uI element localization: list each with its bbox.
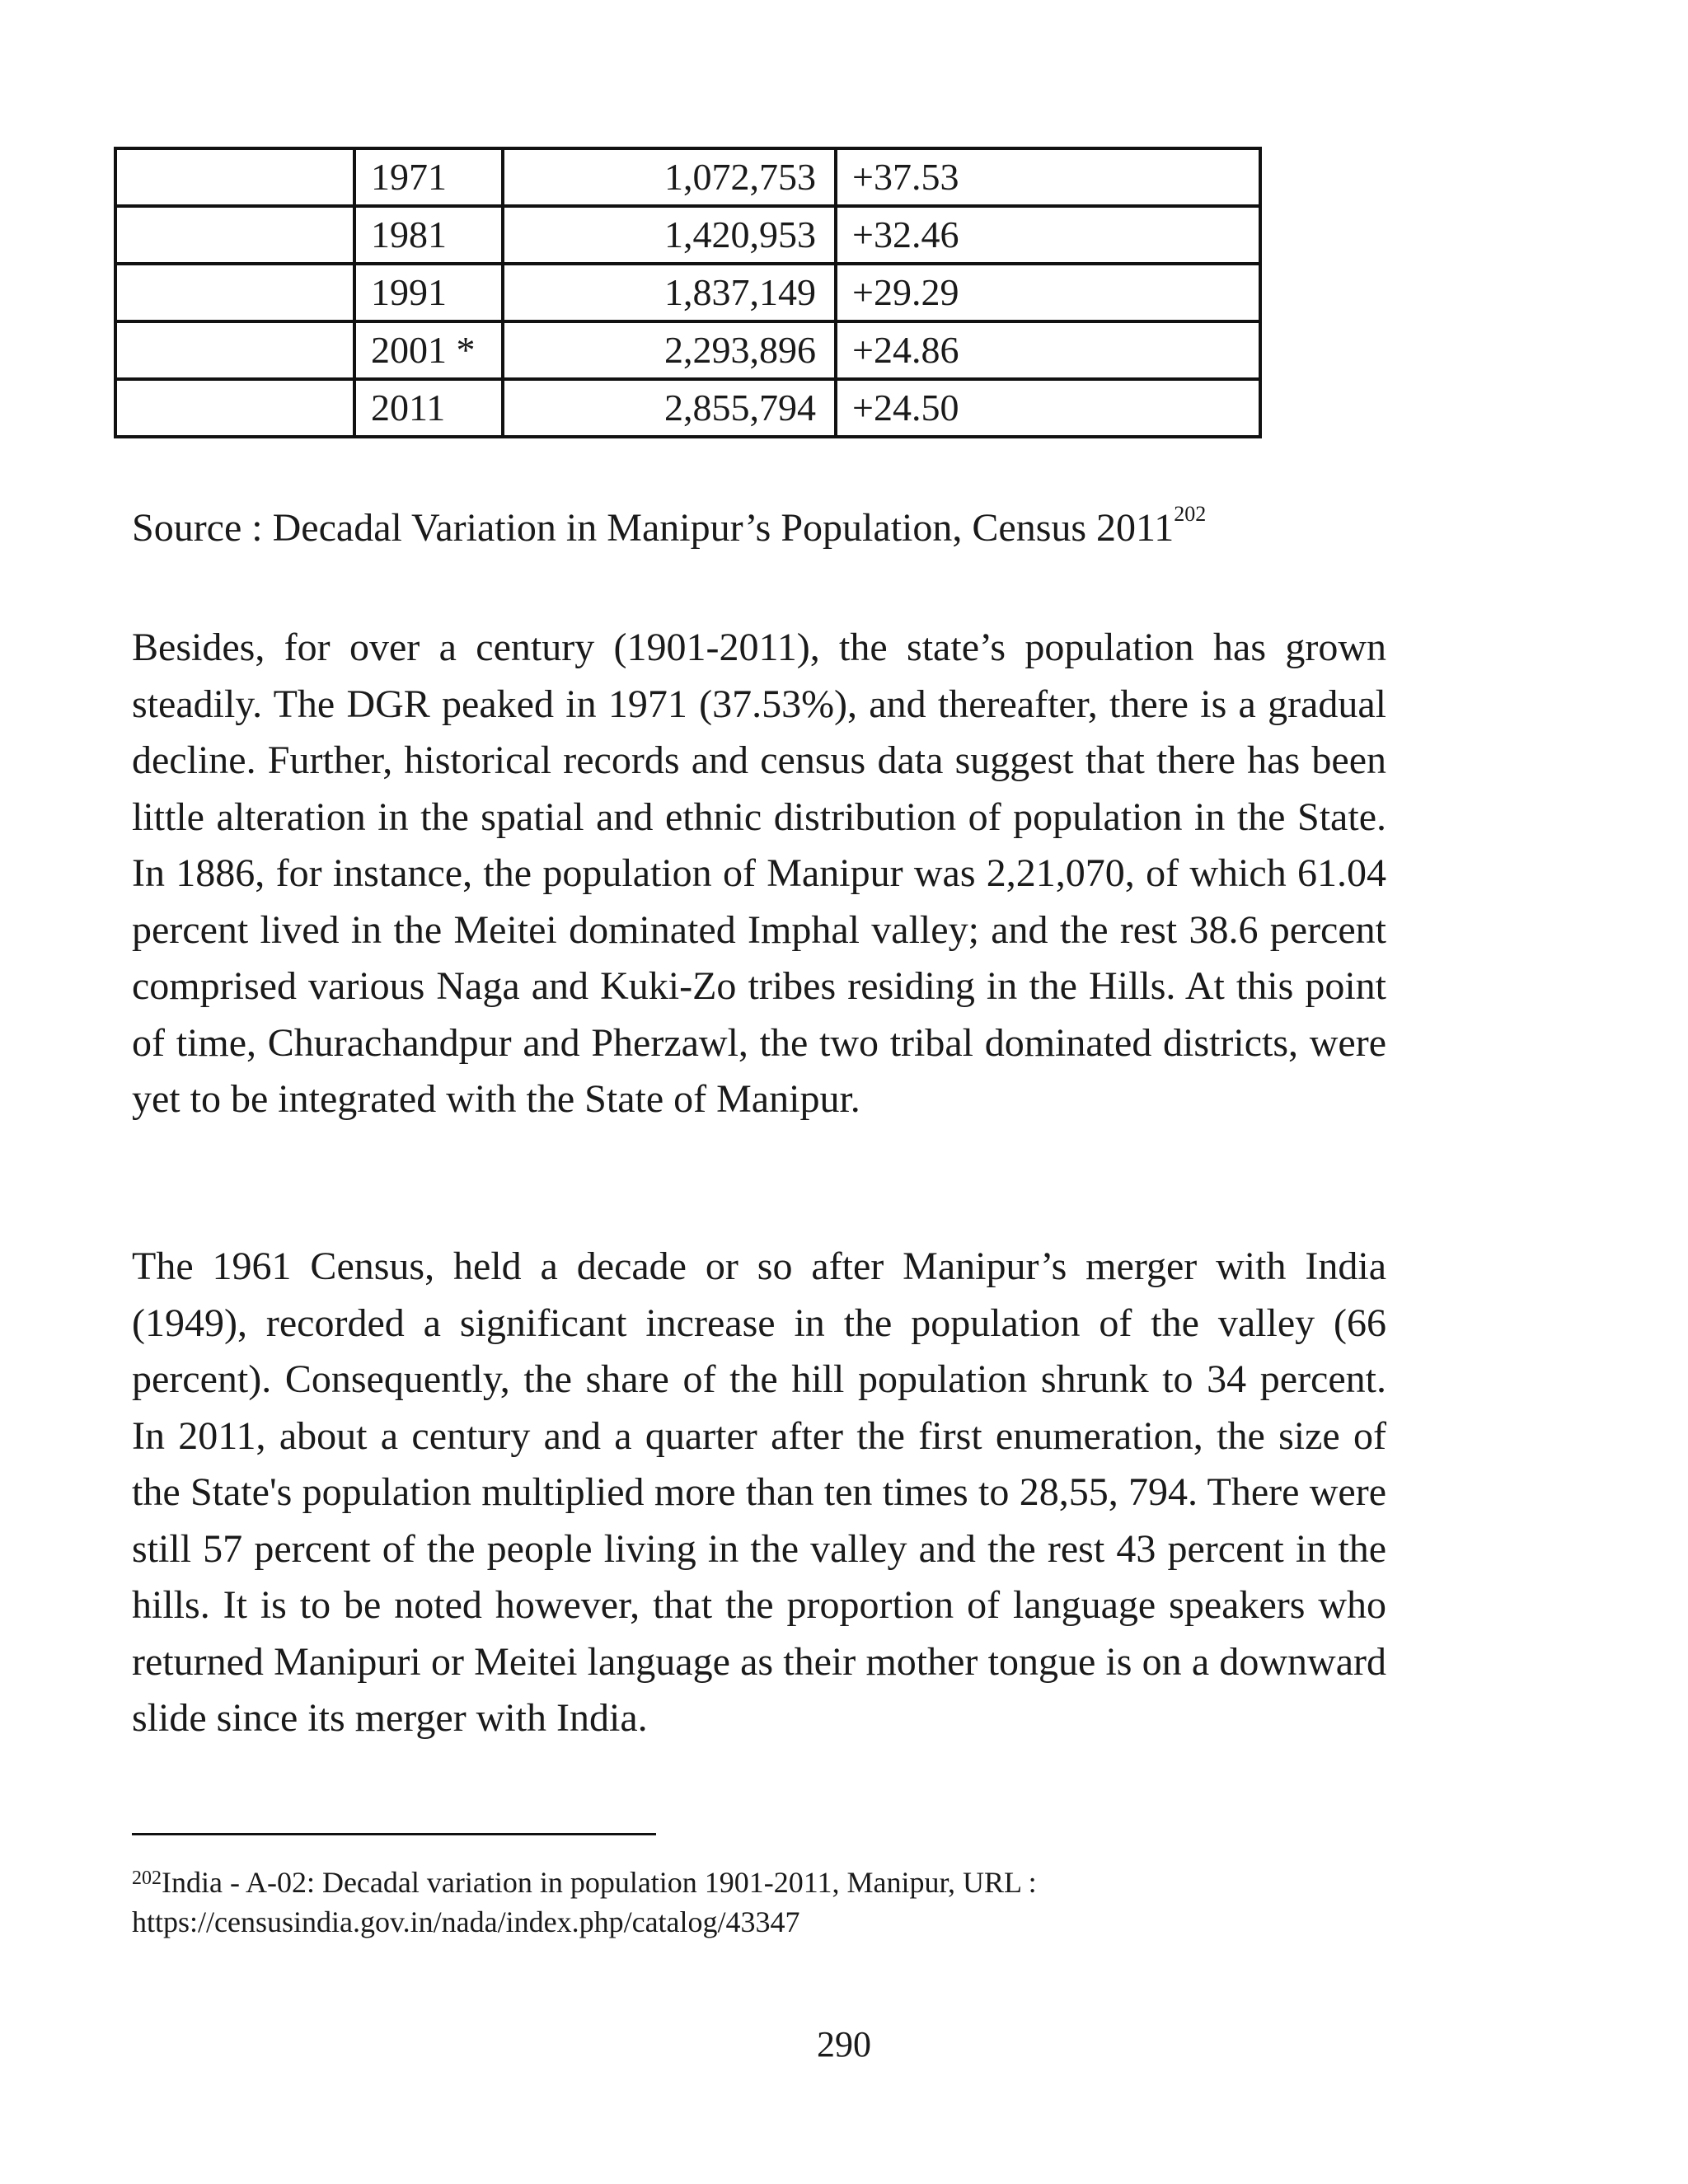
table-cell-year: 2001 * <box>354 321 503 379</box>
footnote-divider <box>132 1833 656 1835</box>
table-cell-population: 2,855,794 <box>503 379 836 437</box>
table-cell-year: 2011 <box>354 379 503 437</box>
table-cell-empty <box>115 206 354 264</box>
body-paragraph: Besides, for over a century (1901-2011), the state’s population has grown steadily. The DGR peaked in 1971 (37.53%), and thereafter, there is a gradual decline. Further, historical records and census data suggest that there has been little alteration in the spatial and ethnic distribution of population in the State. In 1886, for instance, the population of Manipur was 2,21,070, of which 61.04 percent lived in the Meitei dominated Imphal valley; and the rest 38.6 percent comprised various Naga and Kuki-Zo tribes residing in the Hills. At this point of time, Churachandpur and Pherzawl, the two tribal dominated districts, were yet to be integrated with the State of Manipur. <box>132 626 1386 1121</box>
footnote-citation: India - A-02: Decadal variation in population 1901-2011, Manipur, URL : <box>162 1866 1037 1899</box>
population-table <box>114 147 1262 438</box>
table-cell-year: 1991 <box>354 264 503 321</box>
source-text: Source : Decadal Variation in Manipur’s Population, Census 2011 <box>132 506 1175 550</box>
table-cell-population: 1,837,149 <box>503 264 836 321</box>
table-cell-empty <box>115 379 354 437</box>
table-cell-population: 1,420,953 <box>503 206 836 264</box>
table-cell-year: 1981 <box>354 206 503 264</box>
table-row <box>115 206 1260 264</box>
table-cell-population: 2,293,896 <box>503 321 836 379</box>
table-row <box>115 148 1260 206</box>
table-cell-empty <box>115 148 354 206</box>
table-row <box>115 264 1260 321</box>
footnote-url[interactable]: https://censusindia.gov.in/nada/index.php/catalog/43347 <box>132 1905 800 1938</box>
footnote-number: 202 <box>132 1868 162 1889</box>
table-source-caption <box>132 504 1206 552</box>
table-cell-population: 1,072,753 <box>503 148 836 206</box>
table-cell-variation: +24.86 <box>836 321 1260 379</box>
table-cell-variation: +29.29 <box>836 264 1260 321</box>
table-cell-variation: +32.46 <box>836 206 1260 264</box>
table-cell-variation: +37.53 <box>836 148 1260 206</box>
table-cell-year: 1971 <box>354 148 503 206</box>
table-cell-empty <box>115 321 354 379</box>
body-paragraph: The 1961 Census, held a decade or so after Manipur’s merger with India (1949), recorded a significant increase in the population of the valley (66 percent). Consequently, the share of the hill population shrunk to 34 percent. In 2011, about a century and a quarter after the first enumeration, the size of the State's population multiplied more than ten times to 28,55, 794. There were still 57 percent of the people living in the valley and the rest 43 percent in the hills. It is to be noted however, that the proportion of language speakers who returned Manipuri or Meitei language as their mother tongue is on a downward slide since its merger with India. <box>132 1244 1386 1740</box>
table-cell-variation: +24.50 <box>836 379 1260 437</box>
table-row <box>115 321 1260 379</box>
footnote-reference[interactable]: 202 <box>1174 502 1207 526</box>
footnote <box>132 1863 1286 1942</box>
table-cell-empty <box>115 264 354 321</box>
page-number: 290 <box>817 2024 871 2064</box>
table-row <box>115 379 1260 437</box>
